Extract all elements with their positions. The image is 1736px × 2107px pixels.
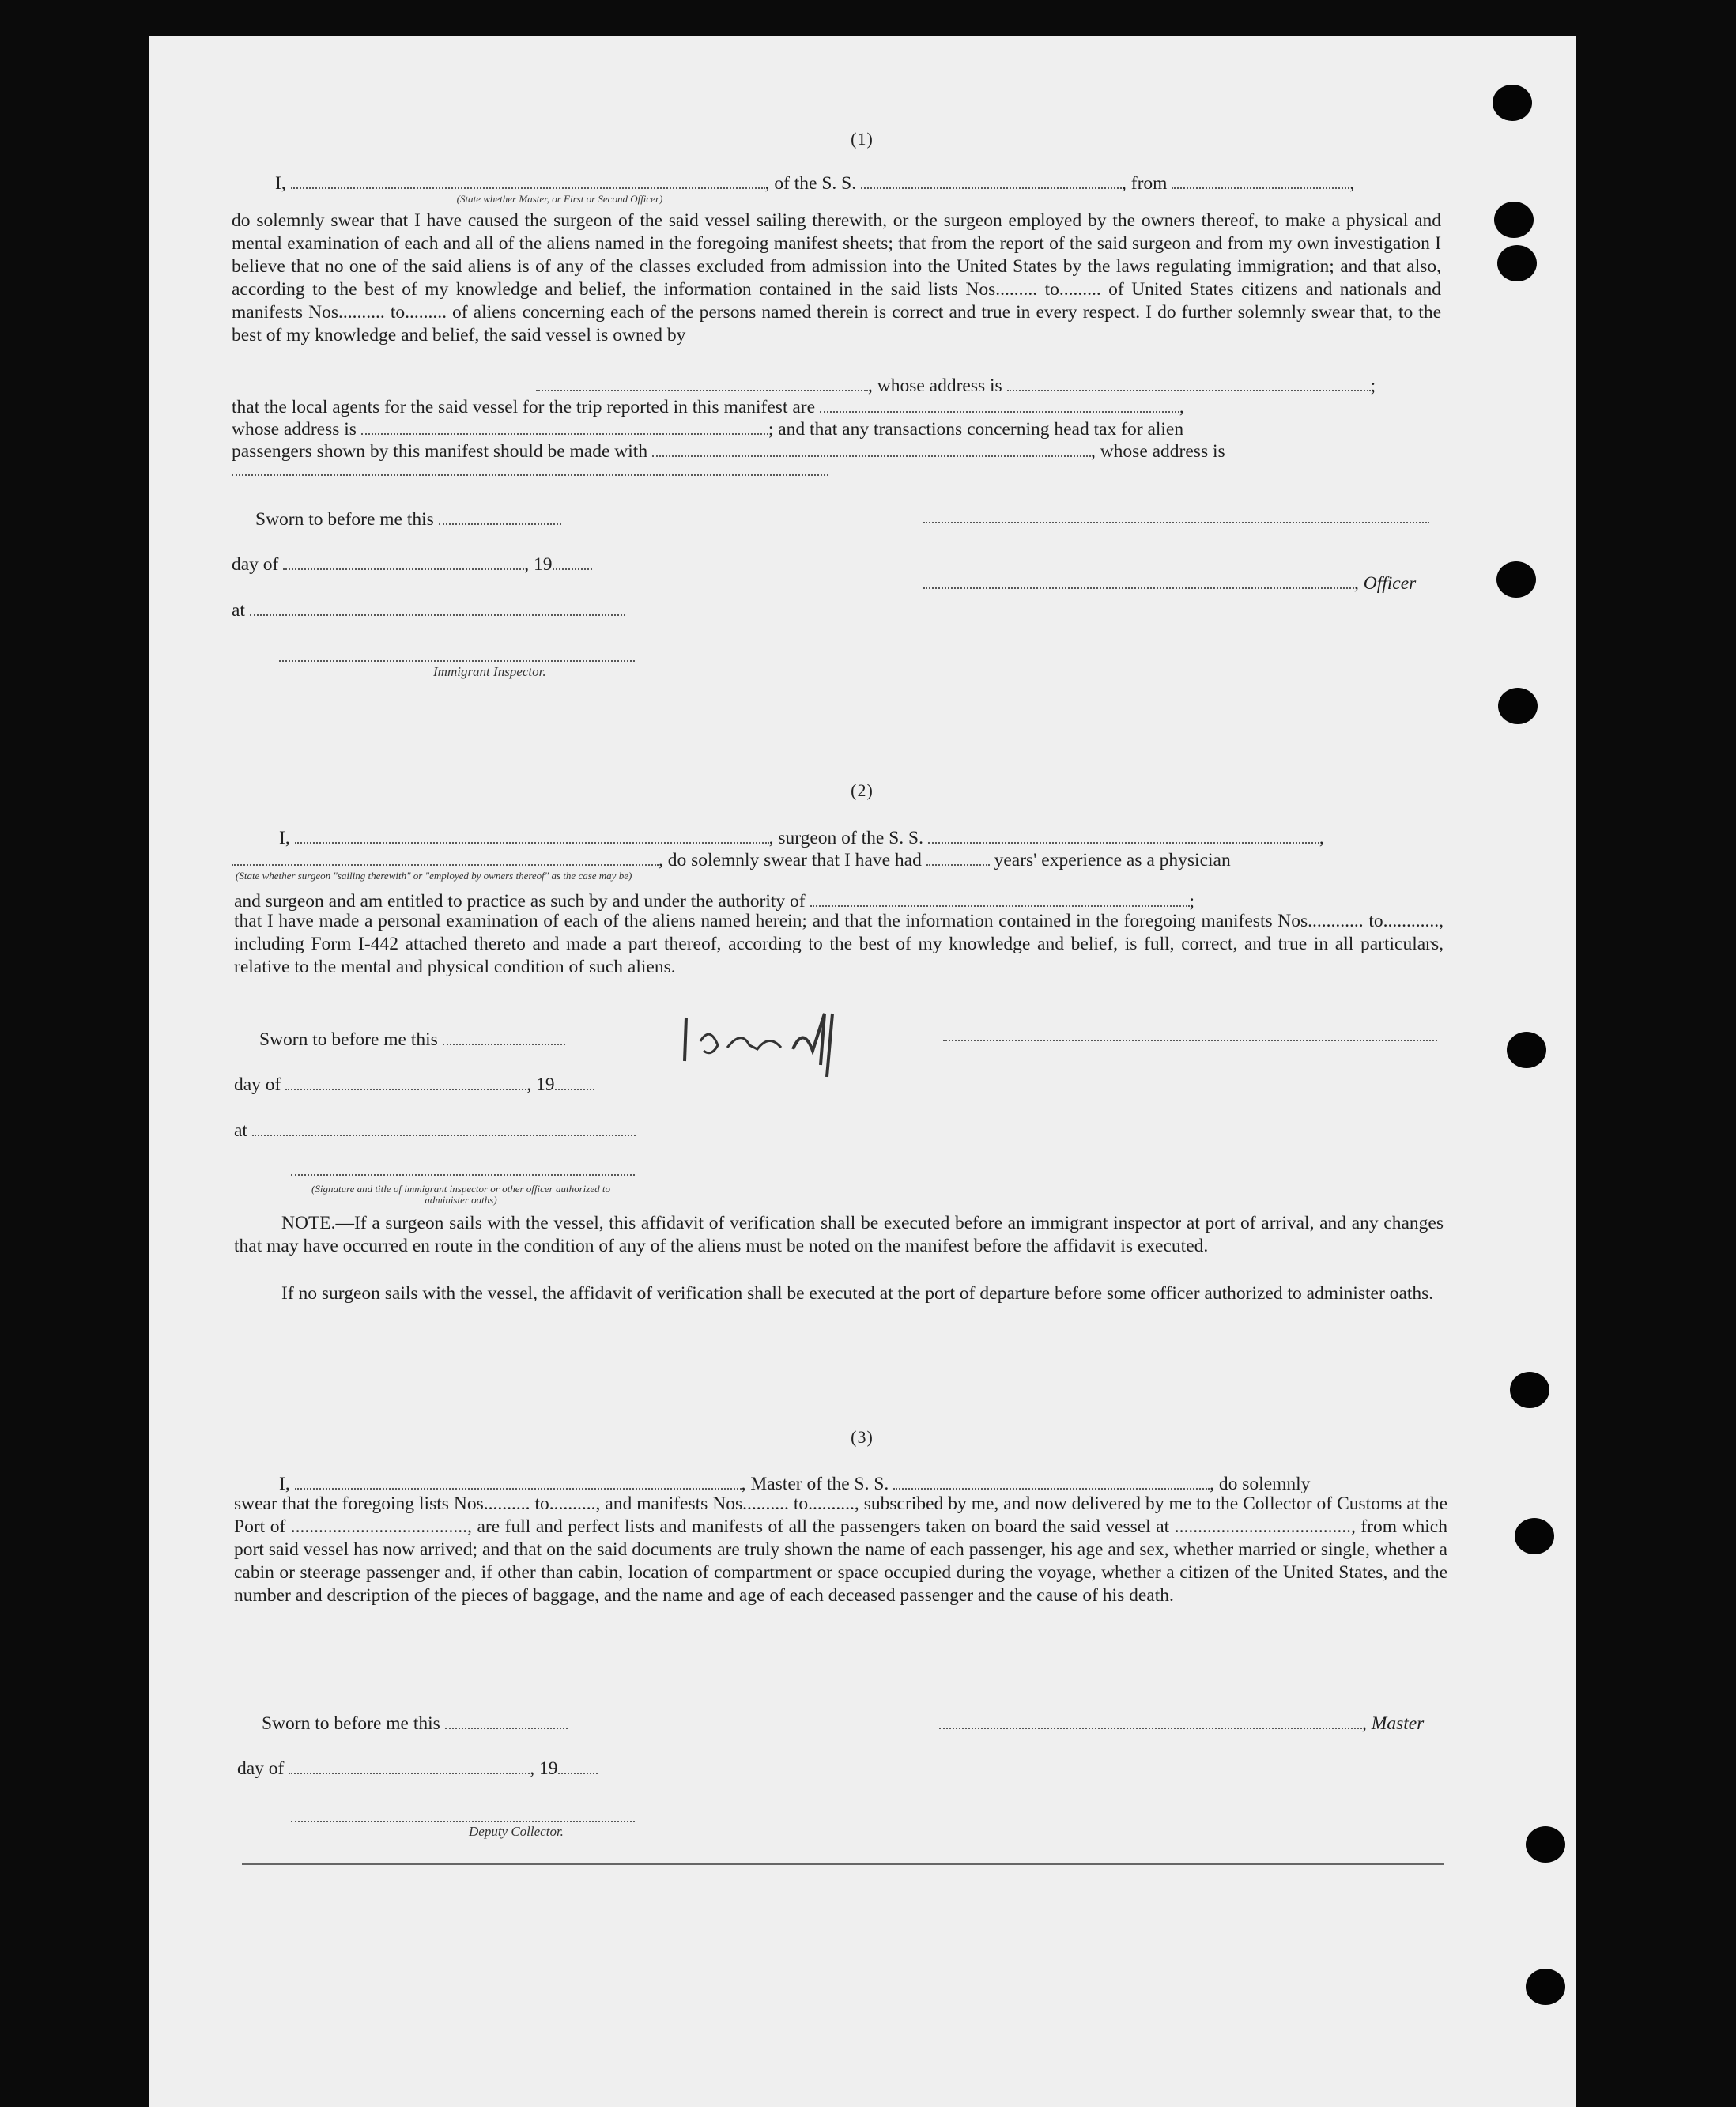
text-i: I,: [275, 173, 286, 194]
deputy-caption: Deputy Collector.: [469, 1824, 564, 1839]
master-sign-line: [939, 1710, 1424, 1735]
surgeon-name-field[interactable]: [295, 825, 769, 844]
master-caption: (State whether Master, or First or Second Officer): [456, 193, 663, 205]
text-year: , 19: [530, 1758, 558, 1779]
passengers-line: [232, 438, 1225, 463]
sworn-line-2: [259, 1026, 565, 1051]
month-field[interactable]: [285, 1071, 526, 1090]
text-solemnly: , do solemnly swear that I have had: [659, 850, 922, 870]
text-ship: , of the S. S.: [764, 173, 857, 194]
sworn-day-field[interactable]: [445, 1710, 568, 1729]
head-tax-party-field[interactable]: [652, 438, 1091, 457]
text-year: , 19: [524, 554, 553, 575]
sworn-day-field[interactable]: [443, 1026, 565, 1045]
years-field[interactable]: [926, 847, 990, 866]
master-ship-field[interactable]: [893, 1471, 1210, 1490]
text-sworn: Sworn to before me this: [259, 1029, 438, 1050]
note-paragraph: NOTE.—If a surgeon sails with the vessel, this affidavit of verification shall be executed before an immigrant inspector at port of arrival, and any changes that may have occurred en route in the condition of any of the aliens must be noted on the manifest before the affidavit is executed.: [234, 1213, 1444, 1256]
owner-field[interactable]: [536, 372, 868, 391]
inspector-caption: Immigrant Inspector.: [433, 664, 546, 679]
local-agents-line: that the local agents for the said vessel for the trip reported in this manifest are ,: [232, 394, 1184, 418]
surgeon-caption: (State whether surgeon "sailing therewith" or "employed by owners thereof" as the case may be): [236, 870, 632, 882]
oath-paragraph-1: do solemnly swear that I have caused the surgeon of the said vessel sailing therewith, or the surgeon employed by the owners thereof, to make a physical and mental examination of each and all of the aliens named in the foregoing manifest sheets; that from the report of the said surgeon and from my own investigation I believe that no one of the said aliens is of any of the classes excluded from admission into the United States by the laws regulating immigration; and that also, according to the best of my knowledge and belief, the information contained in the said lists Nos......... to......... of United States citizens and nationals and manifests Nos.......... to......... of aliens concerning each of the persons named therein is correct and true in every respect. I do further solemnly swear that, to the best of my knowledge and belief, the said vessel is owned by: [232, 210, 1441, 346]
sworn-line-1: [255, 506, 561, 531]
owner-address-field[interactable]: [1007, 372, 1371, 391]
punch-hole: [1496, 561, 1536, 598]
text-i: I,: [279, 828, 290, 848]
address-field-line[interactable]: [232, 474, 828, 476]
text-local-agents: that the local agents for the said vessel for the trip reported in this manifest are: [232, 397, 816, 417]
text-surgeon-of: , surgeon of the S. S.: [768, 828, 923, 848]
punch-hole: [1510, 1372, 1549, 1408]
officer-sign-field[interactable]: [923, 570, 1354, 589]
text-day-of: day of: [237, 1758, 285, 1779]
master-line: [275, 170, 1354, 194]
text-whose-address: whose address is: [232, 419, 357, 440]
year-field[interactable]: [558, 1755, 598, 1774]
bottom-rule: [242, 1863, 1444, 1865]
day-of-line-1: [232, 551, 592, 576]
text-day-of: day of: [234, 1074, 281, 1095]
from-port-field[interactable]: [1172, 170, 1349, 189]
surgeon-type-field[interactable]: [232, 847, 659, 866]
text-from: , from: [1122, 173, 1168, 194]
text-at: at: [232, 600, 245, 621]
sworn-line-3: [262, 1710, 568, 1735]
section-number: (1): [851, 129, 874, 149]
handwritten-signature: [662, 1002, 900, 1089]
text-i: I,: [279, 1474, 290, 1494]
deputy-sign-line[interactable]: [291, 1821, 635, 1822]
text-do-solemnly: , do solemnly: [1210, 1474, 1311, 1494]
text-master: , Master: [1362, 1713, 1425, 1734]
authority-line: and surgeon and am entitled to practice as such by and under the authority of ;: [234, 888, 1194, 912]
at-place-field[interactable]: [252, 1117, 636, 1136]
owned-by-address: , whose address is ;: [536, 372, 1376, 397]
master-sign-field[interactable]: [939, 1710, 1362, 1729]
text-authority: and surgeon and am entitled to practice as such by and under the authority of: [234, 891, 806, 912]
oath-paragraph-3: swear that the foregoing lists Nos.......... to.........., and manifests Nos.......... to.........., subscribed by me, and now delivered by me to the Collector of Customs at the Port of ......................................, are full and perfect lists and manifests of all the passengers taken on board the said vessel at ......................................, from which port said vessel has now arrived; and that on the said documents are truly shown the name of each passenger, his age and sex, whether married or single, whether a cabin or steerage passenger and, if other than cabin, location of compartment or space occupied during the voyage, whether a citizen of the United States, and the number and description of the pieces of baggage, and the name and age of each deceased passenger and the cause of his death.: [234, 1493, 1447, 1606]
punch-hole: [1507, 1032, 1546, 1068]
inspector-sign-line[interactable]: [279, 660, 635, 662]
surgeon-ship-field[interactable]: [928, 825, 1319, 844]
authority-field[interactable]: [810, 888, 1190, 907]
year-field[interactable]: [555, 1071, 594, 1090]
year-field[interactable]: [553, 551, 592, 570]
master-name-field[interactable]: [295, 1471, 742, 1490]
local-agents-field[interactable]: [820, 394, 1179, 413]
agent-address-field[interactable]: [361, 416, 768, 435]
text-day-of: day of: [232, 554, 279, 575]
at-line-1: [232, 597, 625, 621]
text-whose-address: , whose address is: [868, 376, 1002, 396]
officer-sign-line-1[interactable]: [923, 522, 1429, 523]
signature-caption: (Signature and title of immigrant inspector or other officer authorized to administer oaths): [311, 1183, 610, 1206]
solemnly-line: [232, 847, 1231, 871]
text-master-of: , Master of the S. S.: [741, 1474, 889, 1494]
master-line-3: [279, 1471, 1310, 1495]
oath-paragraph-2: that I have made a personal examination of each of the aliens named herein; and that the information contained in the foregoing manifests Nos............ to............, including Form I-442 attached thereto and made a part thereof, according to the best of my knowledge and belief, is full, correct, and true in all particulars, relative to the mental and physical condition of such aliens.: [234, 911, 1444, 977]
text-head-tax: ; and that any transactions concerning head tax for alien: [768, 419, 1184, 440]
month-field[interactable]: [289, 1755, 530, 1774]
text-sworn: Sworn to before me this: [255, 509, 434, 530]
surgeon-line: I, , surgeon of the S. S. ,: [279, 825, 1324, 849]
punch-hole: [1515, 1518, 1554, 1554]
text-comma: ,: [1349, 173, 1355, 194]
punch-hole: [1526, 1969, 1565, 2005]
note-paragraph-2: If no surgeon sails with the vessel, the affidavit of verification shall be executed at the port of departure before some officer authorized to administer oaths.: [281, 1283, 1434, 1304]
month-field[interactable]: [283, 551, 524, 570]
day-of-line-2: [234, 1071, 594, 1096]
day-of-line-3: [237, 1755, 598, 1780]
text-at: at: [234, 1120, 247, 1141]
text-sworn: Sworn to before me this: [262, 1713, 440, 1734]
sworn-day-field[interactable]: [439, 506, 561, 525]
punch-hole: [1526, 1826, 1565, 1863]
punch-hole: [1498, 688, 1538, 724]
master-name-field[interactable]: [291, 170, 765, 189]
affidavit-page: [149, 36, 1576, 2107]
inspector-sign-line[interactable]: [291, 1174, 635, 1176]
at-line-2: [234, 1117, 636, 1142]
text-year: , 19: [526, 1074, 555, 1095]
text-officer: , Officer: [1354, 573, 1417, 594]
at-place-field[interactable]: [250, 597, 625, 616]
ship-name-field[interactable]: [861, 170, 1122, 189]
punch-hole: [1494, 202, 1534, 238]
text-whose-address: , whose address is: [1090, 441, 1225, 462]
surgeon-sign-line[interactable]: [943, 1040, 1437, 1041]
agent-address-line: [232, 416, 1183, 440]
section-number: (3): [851, 1427, 874, 1447]
text-years: years' experience as a physician: [994, 850, 1231, 870]
punch-hole: [1497, 245, 1537, 281]
text-passengers: passengers shown by this manifest should be made with: [232, 441, 648, 462]
punch-hole: [1493, 85, 1532, 121]
officer-line: [923, 570, 1416, 595]
section-number: (2): [851, 780, 874, 800]
